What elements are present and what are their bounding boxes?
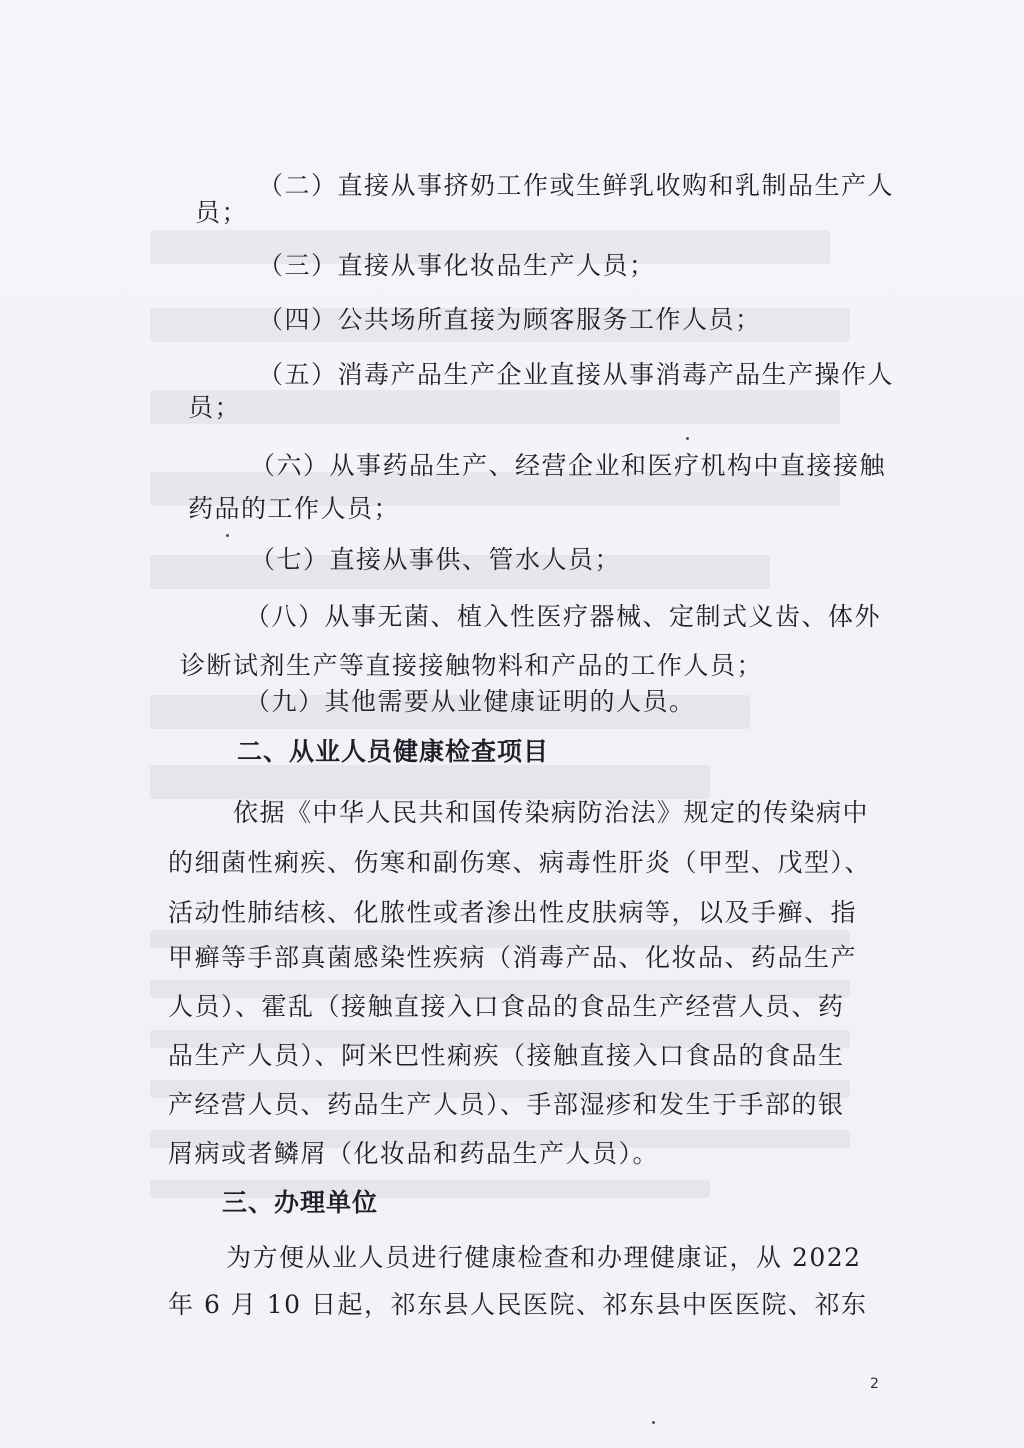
text-line-3: （三）直接从事化妆品生产人员；	[258, 251, 656, 280]
text-line-8: 药品的工作人员；	[188, 494, 401, 523]
text-line-15: 的细菌性痢疾、伤寒和副伤寒、病毒性肝炎（甲型、戊型）、	[168, 848, 872, 877]
section-heading-3: 三、办理单位	[222, 1188, 379, 1217]
text-line-14: 依据《中华人民共和国传染病防治法》规定的传染病中	[233, 798, 870, 827]
page-number: 2	[870, 1376, 879, 1392]
text-line-16: 活动性肺结核、化脓性或者渗出性皮肤病等，以及手癣、指	[168, 898, 858, 927]
text-line-9: （七）直接从事供、管水人员；	[250, 545, 622, 574]
text-line-11: 诊断试剂生产等直接接触物料和产品的工作人员；	[180, 651, 764, 680]
text-line-24: 年 6 月 10 日起，祁东县人民医院、祁东县中医医院、祁东	[168, 1290, 868, 1319]
text-line-4: （四）公共场所直接为顾客服务工作人员；	[258, 305, 762, 334]
text-line-18: 人员）、霍乱（接触直接入口食品的食品生产经营人员、药	[168, 992, 845, 1021]
scan-speck	[686, 437, 689, 440]
text-line-5: （五）消毒产品生产企业直接从事消毒产品生产操作人	[258, 360, 895, 389]
text-line-23: 为方便从业人员进行健康检查和办理健康证，从 2022	[226, 1243, 862, 1272]
text-line-17: 甲癣等手部真菌感染性疾病（消毒产品、化妆品、药品生产	[168, 943, 858, 972]
scan-speck	[652, 1421, 655, 1424]
text-line-2: 员；	[195, 198, 249, 227]
section-heading-2: 二、从业人员健康检查项目	[237, 737, 550, 766]
text-line-21: 屑病或者鳞屑（化妆品和药品生产人员）。	[168, 1139, 660, 1168]
scan-speck	[226, 534, 229, 537]
text-line-1: （二）直接从事挤奶工作或生鲜乳收购和乳制品生产人	[258, 171, 895, 200]
text-line-10: （八）从事无菌、植入性医疗器械、定制式义齿、体外	[245, 602, 882, 631]
text-line-20: 产经营人员、药品生产人员）、手部湿疹和发生于手部的银	[168, 1090, 845, 1119]
text-line-6: 员；	[188, 393, 242, 422]
text-line-7: （六）从事药品生产、经营企业和医疗机构中直接接触	[250, 451, 887, 480]
text-line-19: 品生产人员）、阿米巴性痢疾（接触直接入口食品的食品生	[168, 1041, 845, 1070]
text-line-12: （九）其他需要从业健康证明的人员。	[245, 687, 696, 716]
